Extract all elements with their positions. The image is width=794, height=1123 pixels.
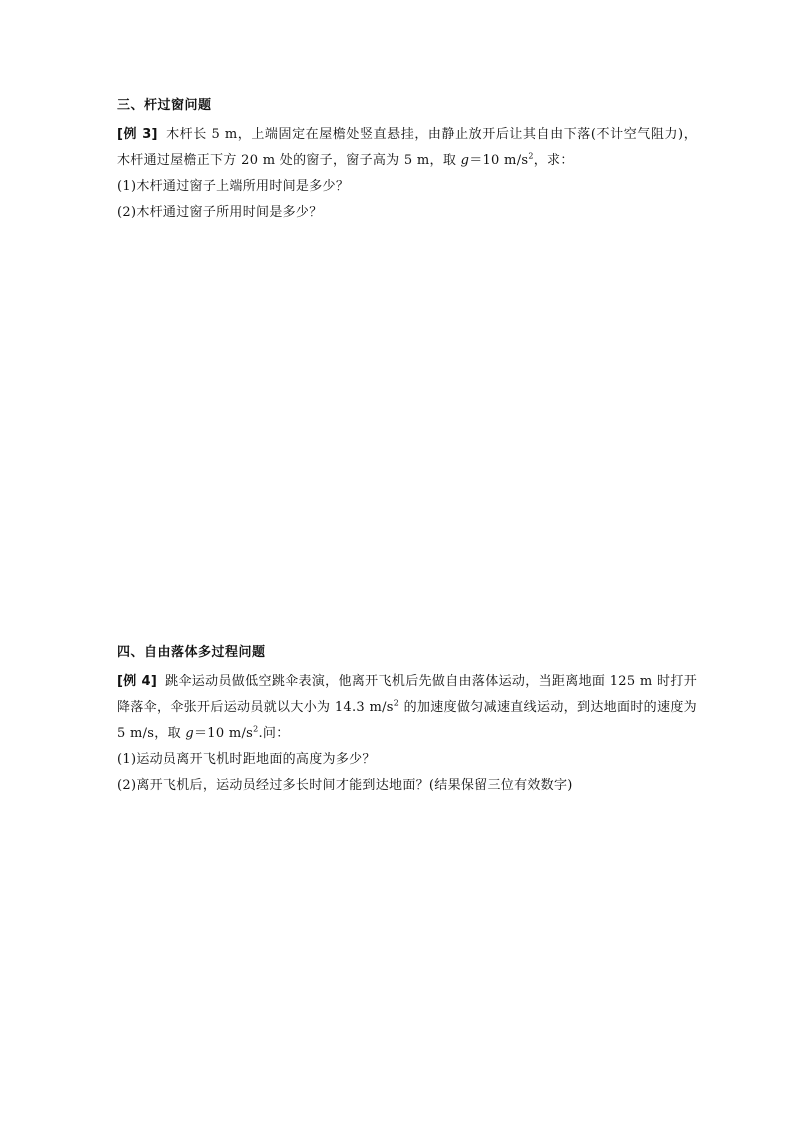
- section-free-fall-multi-process: [117, 643, 697, 799]
- section-3-heading: 三、杆过窗问题: [117, 98, 212, 113]
- example-4-text-2: 的加速度做匀减速直线运动，到达地面时的速度为 5 m/s，取: [117, 700, 697, 741]
- section-rod-through-window: [117, 96, 697, 226]
- example-4-text-4: .问：: [258, 726, 290, 741]
- example-4-body: [117, 669, 697, 747]
- example-3-text-1: 木杆长 5 m，上端固定在屋檐处竖直悬挂，由静止放开后让其自由下落(不计空气阻力)，木杆通过屋檐正下方 20 m 处的窗子，窗子高为 5 m，取: [117, 127, 697, 168]
- example-4-superscript-2: 2: [253, 724, 259, 734]
- example-4-text-3: ＝10 m/s: [193, 726, 254, 741]
- example-3-body: [117, 122, 697, 174]
- example-4-tag: [例 4]: [117, 674, 158, 689]
- example-4-text-1: 跳伞运动员做低空跳伞表演，他离开飞机后先做自由落体运动，当距离地面 125 m 时打开降落伞，伞张开后运动员就以大小为 14.3 m/s: [117, 674, 697, 715]
- example-3-superscript: 2: [528, 151, 534, 161]
- example-3-question-2: (2)木杆通过窗子所用时间是多少？: [117, 205, 323, 220]
- example-4-g-symbol: g: [185, 726, 194, 741]
- example-4-question-2: (2)离开飞机后，运动员经过多长时间才能到达地面？(结果保留三位有效数字): [117, 778, 573, 793]
- example-4-question-1: (1)运动员离开飞机时距地面的高度为多少？: [117, 752, 376, 767]
- example-3-tag: [例 3]: [117, 127, 158, 142]
- section-4-heading: 四、自由落体多过程问题: [117, 645, 266, 660]
- example-3-g-symbol: g: [460, 153, 470, 168]
- example-3-text-3: ，求：: [533, 153, 574, 168]
- example-3-text-2: ＝10 m/s: [469, 153, 529, 168]
- example-3-question-1: (1)木杆通过窗子上端所用时间是多少？: [117, 179, 350, 194]
- example-4-superscript-1: 2: [393, 698, 400, 708]
